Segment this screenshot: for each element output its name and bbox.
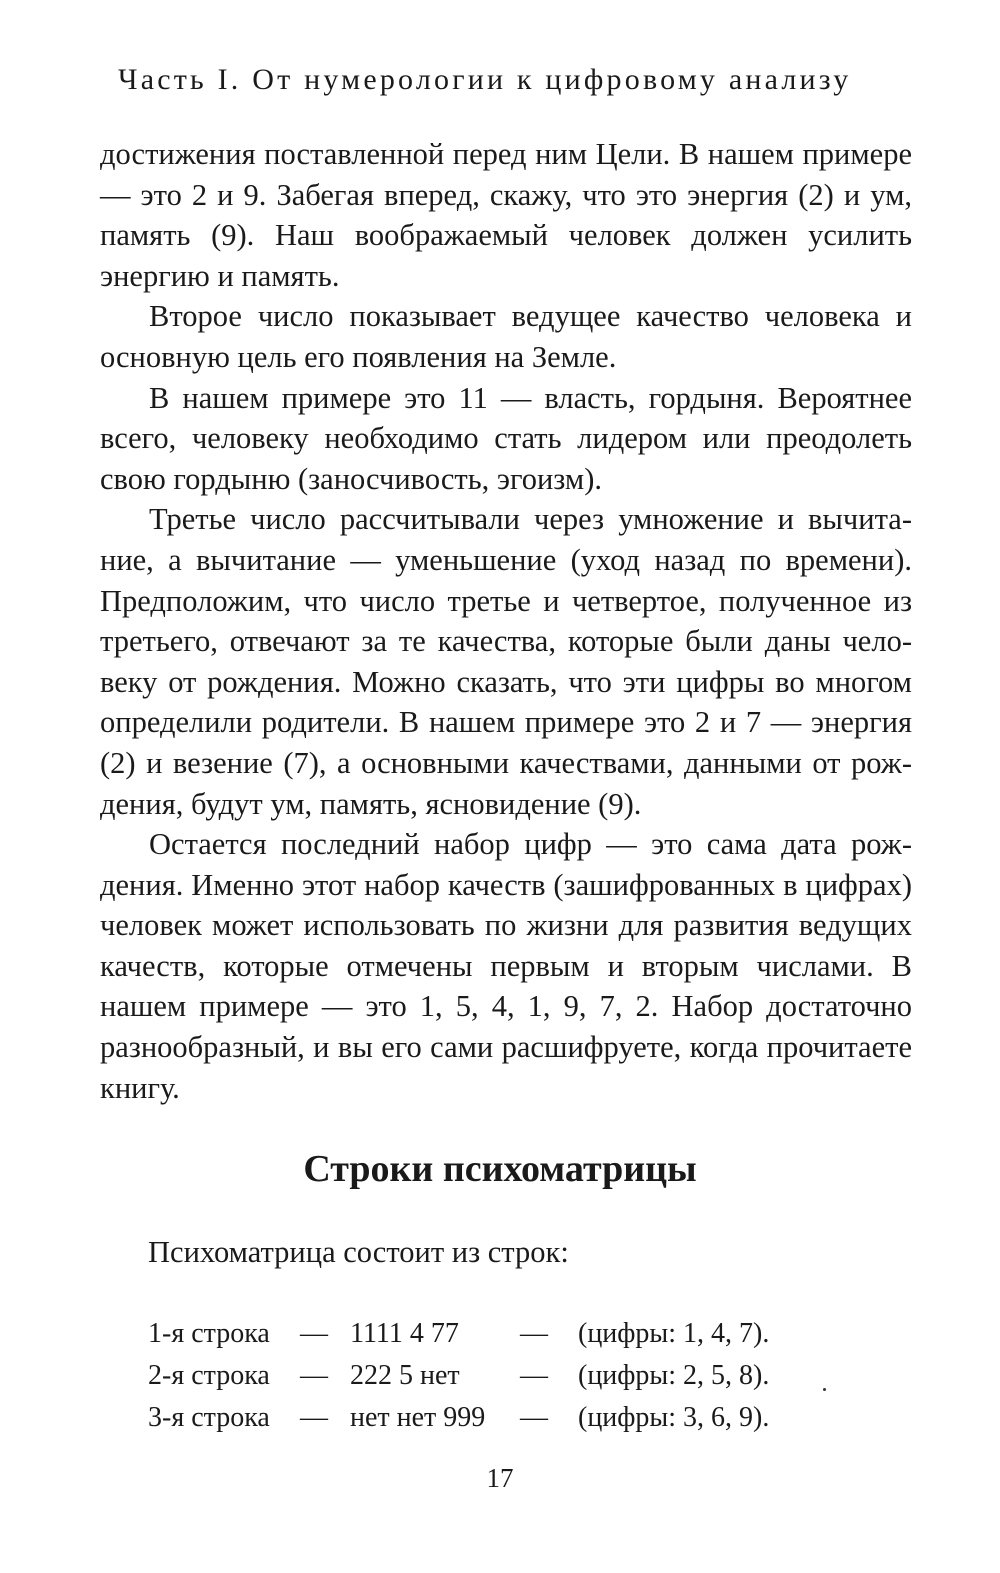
row-note: (цифры: 3, 6, 9). [578,1402,770,1433]
row-note: (цифры: 2, 5, 8). [578,1360,770,1391]
intro-line: Психоматрица состоит из строк: [148,1235,569,1269]
row-name: 2-я строка [148,1360,270,1391]
row-dash: — [300,1360,328,1391]
body-text [100,134,912,1108]
section-heading: Строки психоматрицы [303,1148,697,1190]
page-number: 17 [486,1463,514,1493]
running-head: Часть I. От нумерологии к цифровому анализу [118,63,852,96]
paragraph-3: В нашем примере это 11 — власть, гордыня. Вероятнее всего, человеку необходимо стать лидером или преодолеть свою гордыню (заносчивость, эгоизм). [100,380,912,496]
row-name: 1-я строка [148,1318,270,1349]
row-digits: 1111 4 77 [350,1318,459,1349]
row-note: (цифры: 1, 4, 7). [578,1318,770,1349]
row-digits: 222 5 нет [350,1360,460,1391]
row-dash: — [520,1360,548,1391]
print-speck [823,1388,826,1391]
row-dash: — [520,1402,548,1433]
row-dash: — [520,1318,548,1349]
row-dash: — [300,1402,328,1433]
paragraph-1: достижения поставленной перед ним Цели. В нашем примере — это 2 и 9. Забегая вперед, скажу, что это энергия (2) и ум, память (9). Наш воображаемый человек должен усилить энергию и память. [100,137,912,293]
paragraph-2: Второе число показывает ведущее качество человека и основную цель его появления на Земле. [100,299,912,374]
row-digits: нет нет 999 [350,1402,486,1433]
paragraph-4: Третье число рассчитывали через умножение и вычитание, а вычитание — уменьшение (уход назад по времени). Предположим, что число третье и четвертое, полученное из третьего, отвечают за те качества, которые были даны человеку от рождения. Можно сказать, что эти цифры во многом определили родители. В нашем примере это 2 и 7 — энергия (2) и везение (7), а основными качествами, данными от рождения, будут ум, память, ясновидение (9). [100,502,912,821]
row-name: 3-я строка [148,1402,270,1433]
paragraph-5: Остается последний набор цифр — это сама дата рождения. Именно этот набор качеств (зашифрованных в цифрах) человек может использовать по жизни для развития ведущих качеств, которые отмечены первым и вторым числами. В нашем примере — это 1, 5, 4, 1, 9, 7, 2. Набор достаточно разнообразный, и вы его сами расшифруете, когда прочитаете книгу. [100,827,912,1105]
row-dash: — [300,1318,328,1349]
